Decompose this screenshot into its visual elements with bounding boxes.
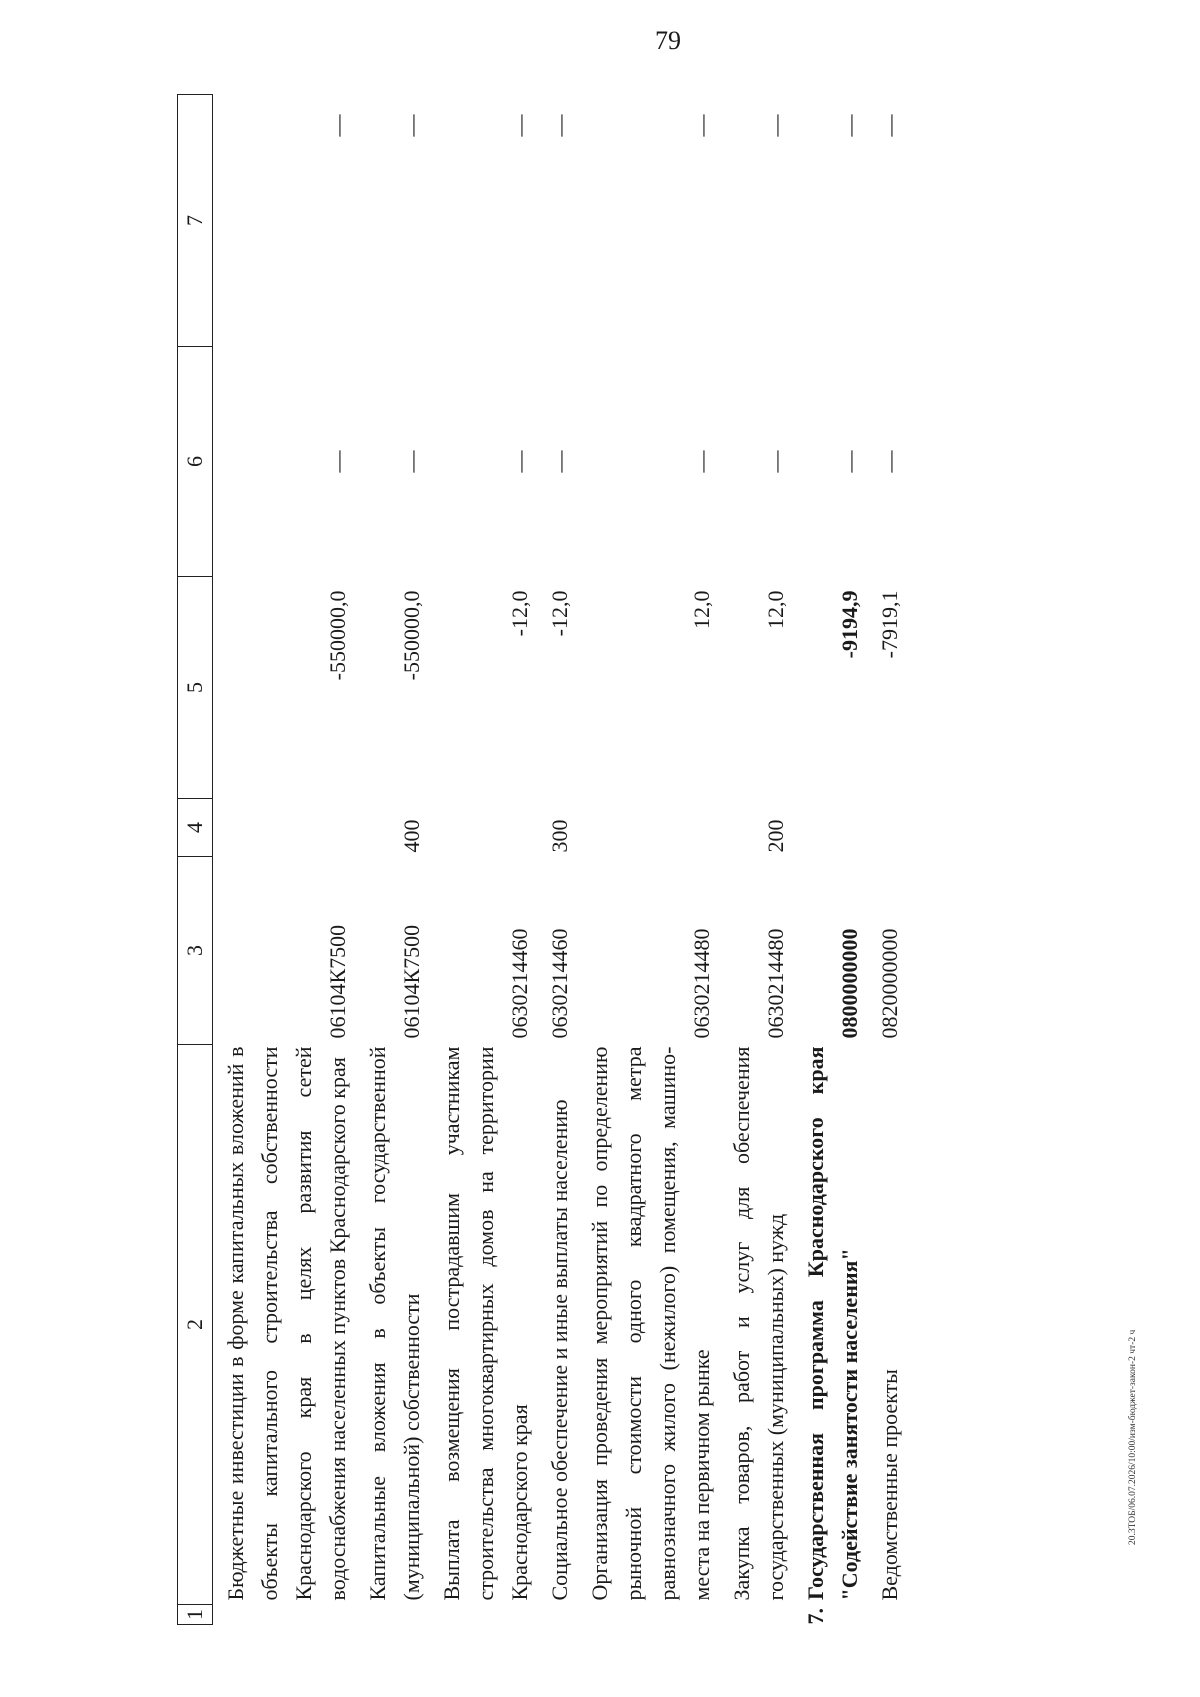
- description-text: Организация проведения мероприятий по определению рыночной стоимости одного квадратного метра равнозначного жилого (нежилого) помещения, машино-места на первичном рынке: [587, 1046, 714, 1601]
- row-col6: —: [877, 450, 902, 473]
- row-amount: -9194,9: [837, 590, 862, 659]
- header-cell-3: 3: [178, 857, 213, 1045]
- row-description: [793, 1045, 867, 1625]
- header-cell-4: 4: [178, 799, 213, 857]
- row-description: [577, 1045, 719, 1605]
- description-text: Закупка товаров, работ и услуг для обеспечения государственных (муниципальных) нужд: [729, 1046, 788, 1601]
- table-row: [537, 95, 577, 1625]
- table-row: [719, 95, 793, 1625]
- row-amount: -550000,0: [325, 590, 350, 681]
- header-cell-5: 5: [178, 577, 213, 799]
- table-row: [213, 95, 356, 1625]
- row-col6: —: [763, 450, 788, 473]
- row-amount: -550000,0: [399, 590, 424, 681]
- row-col7: —: [547, 114, 572, 137]
- budget-table-rotated: [177, 95, 937, 1625]
- row-target-code: 06104К7500: [399, 924, 424, 1039]
- row-description: [719, 1045, 793, 1605]
- description-text: Капитальные вложения в объекты государственной (муниципальной) собственности: [365, 1046, 424, 1601]
- row-amount: 12,0: [689, 590, 714, 629]
- row-col7: —: [877, 114, 902, 137]
- row-expense-type: [429, 799, 537, 857]
- row-col7: —: [763, 114, 788, 137]
- row-amount: -7919,1: [877, 590, 902, 659]
- row-target-code: 0630214480: [763, 928, 788, 1039]
- row-col7: —: [837, 114, 862, 137]
- row-number-cell: [355, 1605, 429, 1625]
- row-col6: —: [689, 450, 714, 473]
- header-cell-7: 7: [178, 95, 213, 347]
- row-col7: —: [325, 114, 350, 137]
- row-number-cell: [537, 1605, 577, 1625]
- footer-file-code: 20.3ТОБ/06.07.2026/10:00/изм-бюджет-закон-2 чт-2 ч: [1128, 1329, 1138, 1545]
- row-expense-type: 400: [399, 819, 424, 853]
- row-description: [429, 1045, 537, 1605]
- row-amount: -12,0: [547, 590, 572, 637]
- row-expense-type: [577, 799, 719, 857]
- row-number-cell: [429, 1605, 537, 1625]
- row-description: [213, 1045, 356, 1605]
- row-col6: —: [507, 450, 532, 473]
- row-target-code: 0630214460: [547, 928, 572, 1039]
- row-number-cell: [719, 1605, 793, 1625]
- row-expense-type: 200: [763, 819, 788, 853]
- description-text: Государственная программа Краснодарского края "Содействие занятости населения": [803, 1046, 862, 1601]
- table-header-row: [178, 95, 213, 1625]
- row-col6: —: [547, 450, 572, 473]
- row-expense-type: 300: [547, 819, 572, 853]
- row-target-code: 0630214480: [689, 928, 714, 1039]
- table-row: [577, 95, 719, 1625]
- description-text: Выплата возмещения пострадавшим участникам строительства многоквартирных домов на территории Краснодарского края: [439, 1046, 532, 1601]
- row-amount: 12,0: [763, 590, 788, 629]
- row-description: [537, 1045, 577, 1605]
- row-expense-type: [213, 799, 356, 857]
- header-cell-2: 2: [178, 1045, 213, 1605]
- section-number: 7.: [803, 1608, 828, 1625]
- row-target-code: 0800000000: [837, 928, 862, 1039]
- row-number-cell: [213, 1605, 356, 1625]
- row-number-cell: [867, 1605, 907, 1625]
- row-number-cell: [577, 1605, 719, 1625]
- row-col6: —: [325, 450, 350, 473]
- row-amount: -12,0: [507, 590, 532, 637]
- row-col6: —: [399, 450, 424, 473]
- row-expense-type: [793, 799, 867, 857]
- table-row: [867, 95, 907, 1625]
- budget-table: [177, 94, 907, 1625]
- row-expense-type: [867, 799, 907, 857]
- header-cell-6: 6: [178, 347, 213, 577]
- row-target-code: 0630214460: [507, 928, 532, 1039]
- table-row: [793, 95, 867, 1625]
- header-cell-1: 1: [178, 1605, 213, 1625]
- row-col7: —: [689, 114, 714, 137]
- row-target-code: 0820000000: [877, 928, 902, 1039]
- row-target-code: 06104К7500: [325, 924, 350, 1039]
- row-col7: —: [399, 114, 424, 137]
- description-text: Ведомственные проекты: [877, 1369, 902, 1601]
- description-text: Бюджетные инвестиции в форме капитальных вложений в объекты капитального строительства собственности Краснодарского края в целях развития сетей водоснабжения населенных пунктов Краснодарского края: [223, 1046, 350, 1601]
- row-description: [355, 1045, 429, 1605]
- table-row: [355, 95, 429, 1625]
- table-row: [429, 95, 537, 1625]
- page-number: 79: [655, 26, 681, 55]
- row-description: [867, 1045, 907, 1605]
- row-col7: —: [507, 114, 532, 137]
- row-col6: —: [837, 450, 862, 473]
- description-text: Социальное обеспечение и иные выплаты населению: [547, 1099, 572, 1601]
